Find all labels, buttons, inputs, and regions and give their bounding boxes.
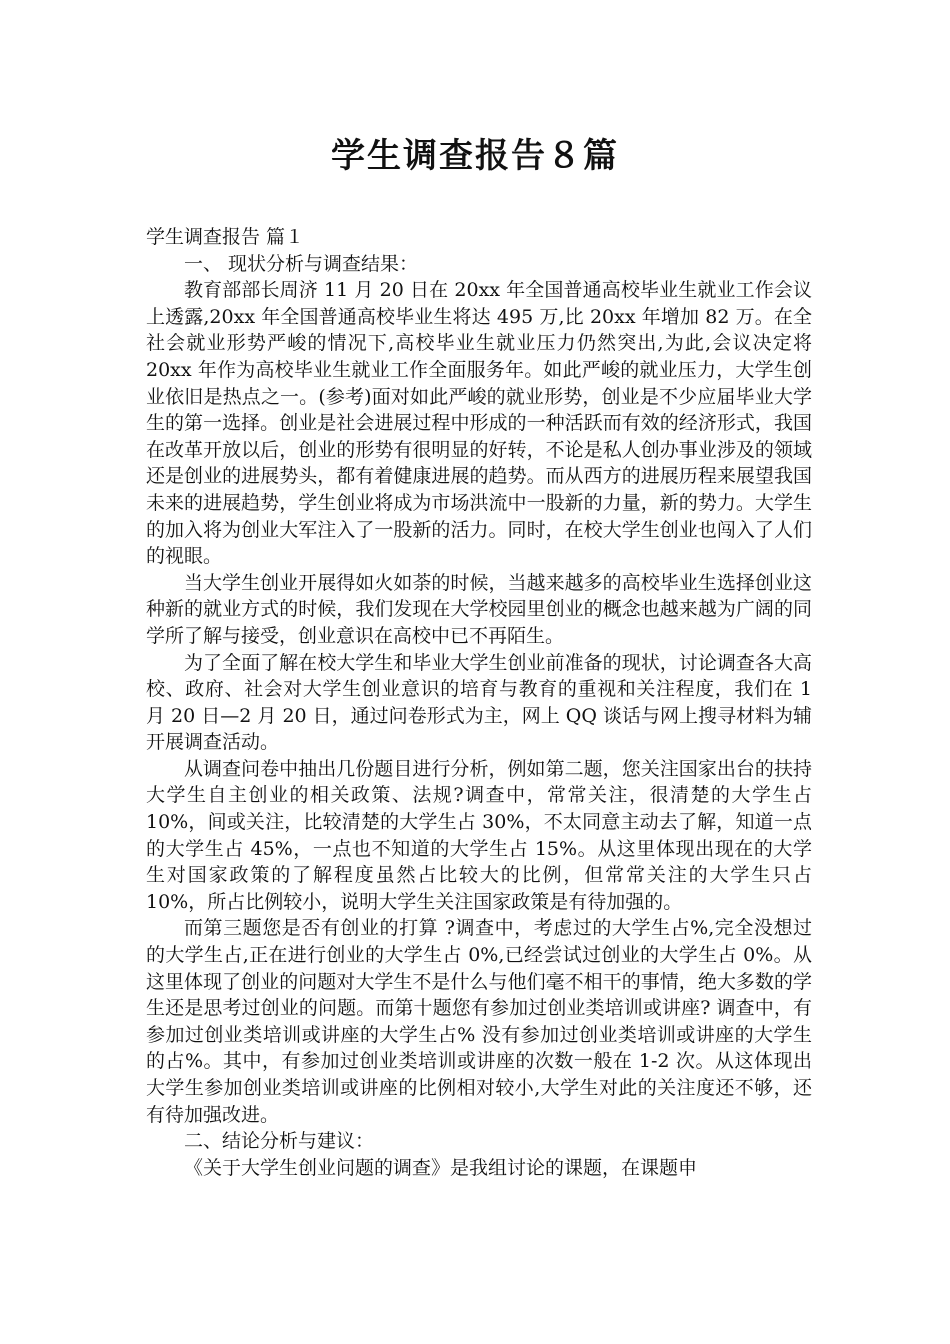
section-heading-2: 二、结论分析与建议： [184, 1130, 375, 1153]
section-heading-1: 一、 现状分析与调查结果： [184, 252, 419, 275]
paragraph-5: 而第三题您是否有创业的打算 ?调查中，考虑过的大学生占%,完全没想过的大学生占,正在进行创业的大学生占 0%,已经尝试过创业的大学生占 0%。从这里体现了创业的问题对大学生不是什么与他们毫不相干的事情，绝大多数的学生还是思考过创业的问题。而第十题您有参加过创业类培训或讲座? 调查中，有参加过创业类培训或讲座的大学生占% 没有参加过创业类培训或讲座的大学生的占%。其中，有参加过创业类培训或讲座的次数一般在 1-2 次。从这体现出大学生参加创业类培训或讲座的比例相对较小,大学生对此的关注度还不够，还有待加强改进。 [146, 917, 812, 1126]
report-heading: 学生调查报告 篇１ [146, 226, 305, 248]
document-body [146, 224, 812, 1181]
paragraph-4: 从调查问卷中抽出几份题目进行分析，例如第二题，您关注国家出台的扶持大学生自主创业的相关政策、法规?调查中，常常关注，很清楚的大学生占 10%，间或关注，比较清楚的大学生占 30%，不太同意主动去了解，知道一点的大学生占 45%，一点也不知道的大学生占 15%。从这里体现出现在的大学生对国家政策的了解程度虽然占比较大的比例，但常常关注的大学生只占 10%，所占比例较小，说明大学生关注国家政策是有待加强的。 [146, 757, 812, 913]
paragraph-1: 教育部部长周济 11 月 20 日在 20xx 年全国普通高校毕业生就业工作会议上透露,20xx 年全国普通高校毕业生将达 495 万,比 20xx 年增加 82 万。在全社会就业形势严峻的情况下,高校毕业生就业压力仍然突出,为此,会议决定将 20xx 年作为高校毕业生就业工作全面服务年。如此严峻的就业压力，大学生创业依旧是热点之一。(参考)面对如此严峻的就业形势，创业是不少应届毕业大学生的第一选择。创业是社会进展过程中形成的一种活跃而有效的经济形式，我国在改革开放以后，创业的形势有很明显的好转，不论是私人创办事业涉及的领域还是创业的进展势头，都有着健康进展的趋势。而从西方的进展历程来展望我国未来的进展趋势，学生创业将成为市场洪流中一股新的力量，新的势力。大学生的加入将为创业大军注入了一股新的活力。同时，在校大学生创业也闯入了人们的视眼。 [146, 279, 812, 568]
document-title: 学生调查报告８篇 [331, 136, 619, 176]
paragraph-6: 《关于大学生创业问题的调查》是我组讨论的课题，在课题申 [184, 1156, 698, 1179]
paragraph-3: 为了全面了解在校大学生和毕业大学生创业前准备的现状，讨论调查各大高校、政府、社会对大学生创业意识的培育与教育的重视和关注程度，我们在 1 月 20 日—2 月 20 日，通过问卷形式为主，网上 QQ 谈话与网上搜寻材料为辅开展调查活动。 [146, 651, 812, 754]
paragraph-2: 当大学生创业开展得如火如荼的时候，当越来越多的高校毕业生选择创业这种新的就业方式的时候，我们发现在大学校园里创业的概念也越来越为广阔的同学所了解与接受，创业意识在高校中已不再陌生。 [146, 571, 812, 647]
